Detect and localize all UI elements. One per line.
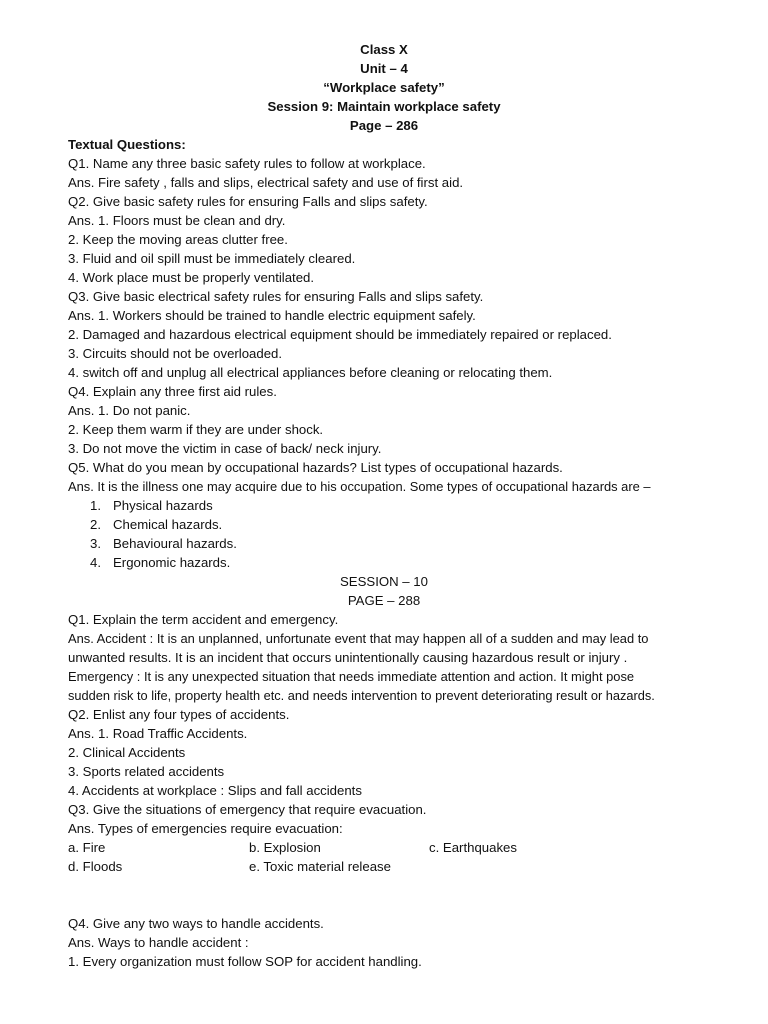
s10-line: unwanted results. It is an incident that occurs unintentionally causing hazardous result or injury . xyxy=(68,650,628,665)
session-heading: Session 9: Maintain workplace safety xyxy=(267,99,501,114)
s10-end-line: Ans. Ways to handle accident : xyxy=(68,935,249,950)
s9-line: Q4. Explain any three first aid rules. xyxy=(68,384,277,399)
page-288-heading: PAGE – 288 xyxy=(347,593,421,608)
list-text: Physical hazards xyxy=(113,498,213,513)
emergency-item: b. Explosion xyxy=(249,840,321,855)
list-number: 3. xyxy=(90,536,101,551)
s9-line: Q1. Name any three basic safety rules to follow at workplace. xyxy=(68,156,426,171)
s10-line: Emergency : It is any unexpected situation that needs immediate attention and action. It might pose xyxy=(68,669,635,684)
s10-line: Ans. Types of emergencies require evacuation: xyxy=(68,821,343,836)
s9-line: 3. Fluid and oil spill must be immediately cleared. xyxy=(68,251,356,266)
list-item xyxy=(90,496,213,515)
list-text: Ergonomic hazards. xyxy=(113,555,231,570)
list-number: 2. xyxy=(90,517,101,532)
s9-line: Q3. Give basic electrical safety rules for ensuring Falls and slips safety. xyxy=(68,289,484,304)
s9-line: Ans. It is the illness one may acquire due to his occupation. Some types of occupational hazards are – xyxy=(68,479,651,494)
s9-line: Ans. 1. Floors must be clean and dry. xyxy=(68,213,286,228)
s9-line: 3. Circuits should not be overloaded. xyxy=(68,346,283,361)
class-heading: Class X xyxy=(360,42,408,57)
list-item xyxy=(90,553,230,572)
list-number: 1. xyxy=(90,498,101,513)
list-number: 4. xyxy=(90,555,101,570)
list-item xyxy=(90,515,222,534)
unit-heading: Unit – 4 xyxy=(360,61,408,76)
s10-line: 4. Accidents at workplace : Slips and fall accidents xyxy=(68,783,362,798)
s9-line: 4. switch off and unplug all electrical appliances before cleaning or relocating them. xyxy=(68,365,553,380)
s10-line: Q1. Explain the term accident and emergency. xyxy=(68,612,339,627)
s9-line: Q5. What do you mean by occupational hazards? List types of occupational hazards. xyxy=(68,460,563,475)
s10-line: Ans. 1. Road Traffic Accidents. xyxy=(68,726,248,741)
s10-line: sudden risk to life, property health etc. and needs intervention to prevent deteriorating result or hazards. xyxy=(68,688,655,703)
emergency-item: d. Floods xyxy=(68,859,123,874)
page-heading: Page – 286 xyxy=(349,118,419,133)
s9-line: 2. Keep the moving areas clutter free. xyxy=(68,232,288,247)
emergency-item: c. Earthquakes xyxy=(429,840,517,855)
s9-line: 2. Damaged and hazardous electrical equipment should be immediately repaired or replaced. xyxy=(68,327,612,342)
s10-line: 3. Sports related accidents xyxy=(68,764,225,779)
emergency-item: e. Toxic material release xyxy=(249,859,391,874)
s9-line: Ans. Fire safety , falls and slips, electrical safety and use of first aid. xyxy=(68,175,464,190)
topic-heading: “Workplace safety” xyxy=(323,80,445,95)
s10-end-line: 1. Every organization must follow SOP for accident handling. xyxy=(68,954,422,969)
list-text: Behavioural hazards. xyxy=(113,536,237,551)
s9-line: 4. Work place must be properly ventilated. xyxy=(68,270,315,285)
list-item xyxy=(90,534,237,553)
emergency-item: a. Fire xyxy=(68,840,106,855)
section-label: Textual Questions: xyxy=(68,137,186,152)
session-10-heading: SESSION – 10 xyxy=(340,574,428,589)
s9-line: 2. Keep them warm if they are under shock. xyxy=(68,422,324,437)
s10-line: 2. Clinical Accidents xyxy=(68,745,186,760)
s9-line: Ans. 1. Do not panic. xyxy=(68,403,191,418)
s10-line: Q2. Enlist any four types of accidents. xyxy=(68,707,290,722)
s10-line: Ans. Accident : It is an unplanned, unfortunate event that may happen all of a sudden and may lead to xyxy=(68,631,649,646)
s10-end-line: Q4. Give any two ways to handle accidents. xyxy=(68,916,324,931)
s9-line: 3. Do not move the victim in case of back/ neck injury. xyxy=(68,441,382,456)
s10-line: Q3. Give the situations of emergency that require evacuation. xyxy=(68,802,427,817)
s9-line: Q2. Give basic safety rules for ensuring Falls and slips safety. xyxy=(68,194,428,209)
s9-line: Ans. 1. Workers should be trained to handle electric equipment safely. xyxy=(68,308,476,323)
list-text: Chemical hazards. xyxy=(113,517,223,532)
